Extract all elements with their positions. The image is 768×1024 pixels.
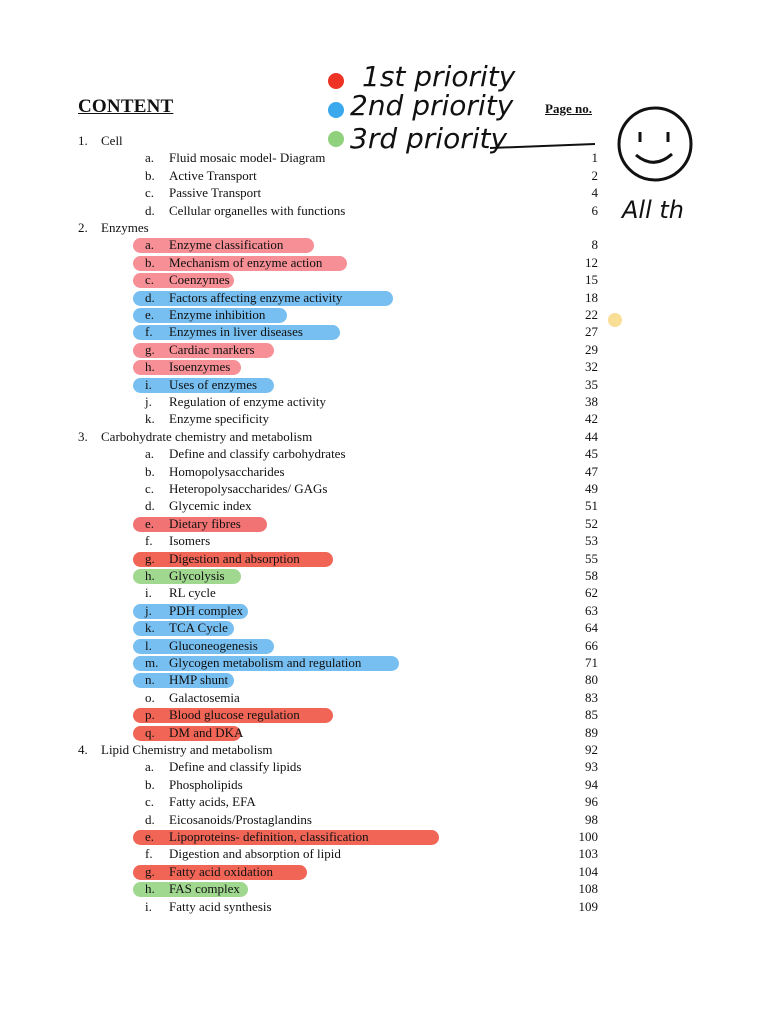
item-label: Define and classify carbohydrates <box>169 446 346 462</box>
item-label: Dietary fibres <box>169 515 241 531</box>
item-page-number: 1 <box>591 150 598 166</box>
item-letter: i. <box>145 898 152 914</box>
item-letter: f. <box>145 846 153 862</box>
legend-label-third: 3rd priority <box>350 122 508 155</box>
item-letter: g. <box>145 863 155 879</box>
item-page-number: 22 <box>585 307 598 322</box>
item-letter: p. <box>145 707 155 723</box>
section-label: Enzymes <box>101 220 149 235</box>
item-page-number: 12 <box>585 254 598 270</box>
item-label: Digestion and absorption <box>169 550 300 566</box>
item-label: FAS complex <box>169 881 240 897</box>
item-label: RL cycle <box>169 585 216 601</box>
item-page-number: 6 <box>591 202 598 218</box>
item-label: Enzymes in liver diseases <box>169 324 303 340</box>
item-page-number: 80 <box>585 672 598 688</box>
item-label: Isomers <box>169 533 211 549</box>
item-page-number: 8 <box>591 237 598 253</box>
item-page-number: 89 <box>585 724 598 740</box>
item-letter: c. <box>145 481 155 496</box>
item-page-number: 15 <box>585 272 598 288</box>
item-label: Factors affecting enzyme activity <box>169 289 343 305</box>
item-page-number: 49 <box>585 481 598 496</box>
item-page-number: 29 <box>585 341 598 357</box>
item-page-number: 38 <box>585 394 598 409</box>
item-page-number: 55 <box>585 550 598 566</box>
item-page-number: 98 <box>585 811 598 827</box>
legend-label-second: 2nd priority <box>350 89 514 122</box>
item-letter: h. <box>145 568 155 583</box>
item-label: Coenzymes <box>169 272 230 288</box>
section-number: 1. <box>78 133 88 148</box>
margin-note: All th <box>622 196 685 224</box>
item-letter: k. <box>145 620 155 636</box>
item-letter: a. <box>145 237 155 253</box>
item-label: Digestion and absorption of lipid <box>169 846 341 862</box>
stray-highlight-dot <box>608 313 622 327</box>
section-number: 3. <box>78 428 88 444</box>
item-letter: b. <box>145 776 155 792</box>
page-title: CONTENT <box>78 96 174 117</box>
item-page-number: 94 <box>585 776 598 792</box>
item-label: Enzyme classification <box>169 237 284 253</box>
section-page-number: 92 <box>585 742 598 757</box>
item-page-number: 2 <box>591 167 598 183</box>
item-label: Regulation of enzyme activity <box>169 394 327 409</box>
page-number-header: Page no. <box>545 101 592 116</box>
item-label: PDH complex <box>169 602 244 618</box>
item-page-number: 66 <box>585 637 598 653</box>
item-label: Heteropolysaccharides/ GAGs <box>169 481 328 496</box>
section-page-number: 44 <box>585 428 598 444</box>
item-page-number: 47 <box>585 463 598 479</box>
item-letter: b. <box>145 167 155 183</box>
item-label: Define and classify lipids <box>169 759 302 775</box>
item-page-number: 52 <box>585 515 598 531</box>
item-letter: b. <box>145 463 155 479</box>
item-letter: q. <box>145 724 155 740</box>
item-label: Cellular organelles with functions <box>169 202 346 218</box>
item-letter: e. <box>145 515 155 531</box>
item-page-number: 104 <box>578 863 598 879</box>
legend-label-first: 1st priority <box>362 60 516 93</box>
item-letter: d. <box>145 811 155 827</box>
item-page-number: 100 <box>578 829 598 844</box>
item-label: Glycolysis <box>169 568 225 583</box>
section-number: 4. <box>78 742 88 757</box>
item-page-number: 83 <box>585 689 598 705</box>
item-letter: a. <box>145 150 155 166</box>
item-label: Glycemic index <box>169 498 252 514</box>
item-label: Mechanism of enzyme action <box>169 254 323 270</box>
item-label: HMP shunt <box>169 672 229 688</box>
item-page-number: 109 <box>578 898 598 914</box>
item-label: Enzyme inhibition <box>169 307 266 322</box>
item-page-number: 4 <box>591 185 598 201</box>
item-label: Blood glucose regulation <box>169 707 300 723</box>
item-label: Cardiac markers <box>169 341 255 357</box>
section-label: Lipid Chemistry and metabolism <box>101 742 273 757</box>
item-page-number: 85 <box>585 707 598 723</box>
item-label: Galactosemia <box>169 689 240 705</box>
item-page-number: 27 <box>585 324 598 340</box>
item-label: Lipoproteins- definition, classification <box>169 829 369 844</box>
item-label: Isoenzymes <box>169 359 231 375</box>
item-letter: k. <box>145 411 155 427</box>
item-letter: f. <box>145 324 153 340</box>
item-label: Enzyme specificity <box>169 411 269 427</box>
item-letter: h. <box>145 881 155 897</box>
item-page-number: 71 <box>585 655 598 670</box>
section-label: Carbohydrate chemistry and metabolism <box>101 428 313 444</box>
item-label: Phospholipids <box>169 776 243 792</box>
item-page-number: 35 <box>585 376 598 392</box>
item-page-number: 58 <box>585 568 598 583</box>
item-letter: g. <box>145 341 155 357</box>
item-label: Glycogen metabolism and regulation <box>169 655 362 670</box>
item-label: Active Transport <box>169 167 257 183</box>
item-page-number: 53 <box>585 533 598 549</box>
section-label: Cell <box>101 133 123 148</box>
item-letter: n. <box>145 672 155 688</box>
item-letter: i. <box>145 376 152 392</box>
item-letter: h. <box>145 359 155 375</box>
item-page-number: 63 <box>585 602 598 618</box>
item-letter: j. <box>145 394 152 409</box>
item-letter: g. <box>145 550 155 566</box>
item-page-number: 96 <box>585 794 598 810</box>
item-page-number: 42 <box>585 411 598 427</box>
item-letter: e. <box>145 307 155 322</box>
item-label: Fatty acids, EFA <box>169 794 256 810</box>
arrow-line <box>490 144 595 148</box>
item-letter: o. <box>145 689 155 705</box>
item-label: Eicosanoids/Prostaglandins <box>169 811 312 827</box>
item-label: Uses of enzymes <box>169 376 258 392</box>
smiley-face-icon <box>619 108 691 180</box>
item-letter: d. <box>145 289 155 305</box>
item-page-number: 103 <box>578 846 598 862</box>
item-letter: d. <box>145 202 155 218</box>
item-letter: e. <box>145 829 155 844</box>
item-letter: c. <box>145 185 155 201</box>
item-page-number: 108 <box>578 881 598 897</box>
item-letter: d. <box>145 498 155 514</box>
item-label: Gluconeogenesis <box>169 637 258 653</box>
item-page-number: 62 <box>585 585 598 601</box>
item-letter: j. <box>145 602 152 618</box>
item-letter: c. <box>145 272 155 288</box>
item-letter: m. <box>145 655 159 670</box>
item-page-number: 64 <box>585 620 598 636</box>
item-label: Fluid mosaic model- Diagram <box>169 150 326 166</box>
item-label: Fatty acid oxidation <box>169 863 273 879</box>
item-page-number: 93 <box>585 759 598 775</box>
item-label: Homopolysaccharides <box>169 463 285 479</box>
item-letter: f. <box>145 533 153 549</box>
item-label: DM and DKA <box>169 724 244 740</box>
section-number: 2. <box>78 220 88 235</box>
item-letter: c. <box>145 794 155 810</box>
item-label: Fatty acid synthesis <box>169 898 272 914</box>
item-page-number: 32 <box>585 359 598 375</box>
item-letter: b. <box>145 254 155 270</box>
item-letter: a. <box>145 759 155 775</box>
item-letter: a. <box>145 446 155 462</box>
item-page-number: 45 <box>585 446 598 462</box>
item-page-number: 51 <box>585 498 598 514</box>
item-label: TCA Cycle <box>169 620 228 636</box>
item-letter: i. <box>145 585 152 601</box>
item-page-number: 18 <box>585 289 598 305</box>
item-letter: l. <box>145 637 152 653</box>
item-label: Passive Transport <box>169 185 262 201</box>
